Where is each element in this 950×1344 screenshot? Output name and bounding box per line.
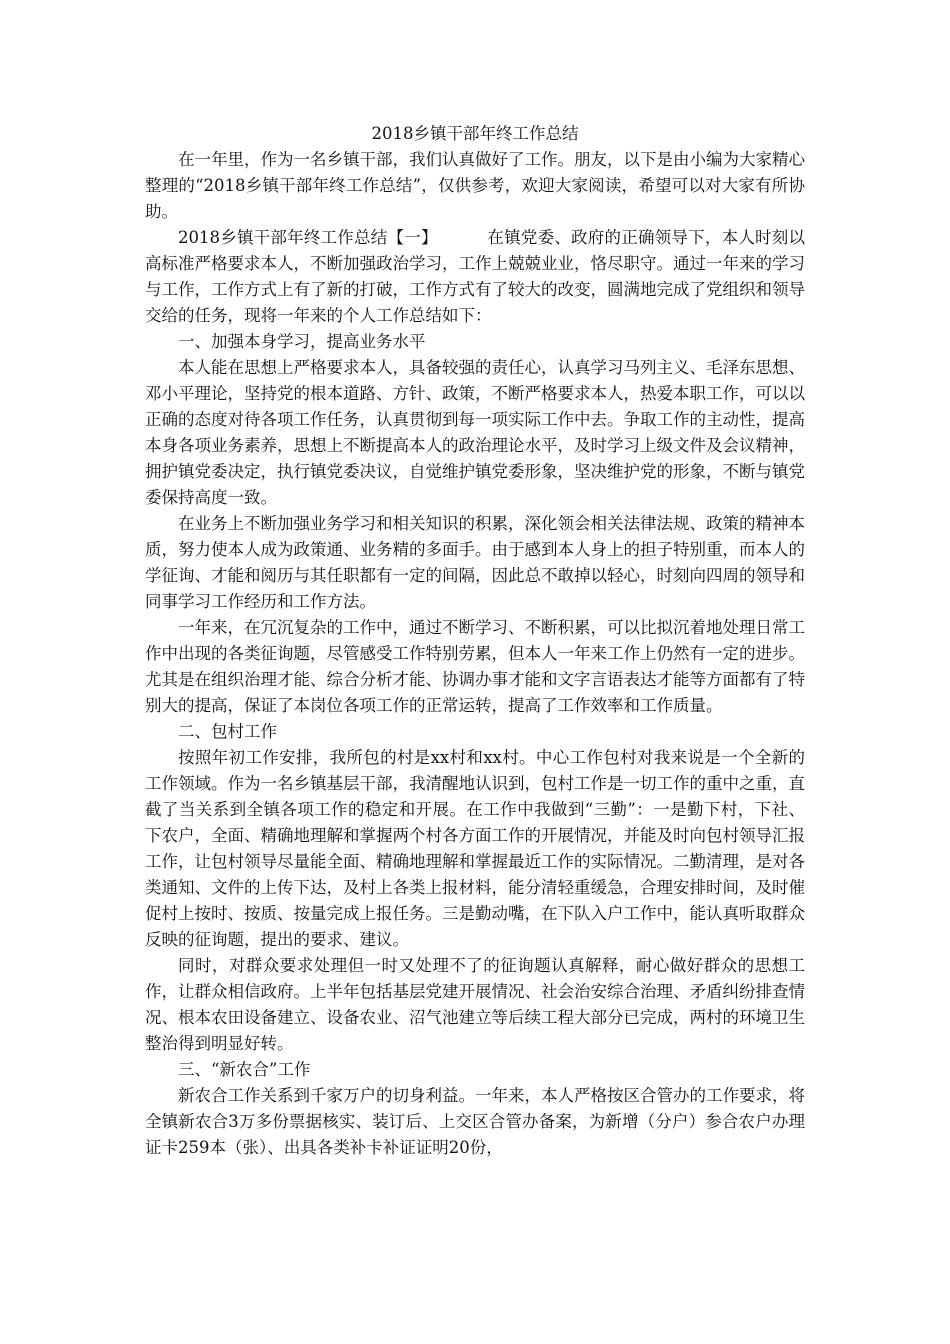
document-page <box>145 121 805 1161</box>
heading-rural-coop: 三、“新农合”工作 <box>178 1060 311 1079</box>
section-one-paragraph <box>145 225 805 329</box>
paragraph-village-1: 按照年初工作安排，我所包的村是xx村和xx村。中心工作包村对我来说是一个全新的工作领域。作为一名乡镇基层干部，我清醒地认识到，包村工作是一切工作的重中之重，直截了当关系到全镇各项工作的稳定和开展。在工作中我做到“三勤”：一是勤下村，下社、下农户，全面、精确地理解和掌握两个村各方面工作的开展情况，并能及时向包村领导汇报工作，让包村领导尽量能全面、精确地理解和掌握最近工作的实际情况。二勤清理，是对各类通知、文件的上传下达，及村上各类上报材料，能分清轻重缓急，合理安排时间，及时催促村上按时、按质、按量完成上报任务。三是勤动嘴，在下队入户工作中，能认真听取群众反映的征询题，提出的要求、建议。 <box>145 748 805 949</box>
heading-study: 一、加强本身学习，提高业务水平 <box>178 332 426 351</box>
paragraph-village-2: 同时，对群众要求处理但一时又处理不了的征询题认真解释，耐心做好群众的思想工作，让群众相信政府。上半年包括基层党建开展情况、社会治安综合治理、矛盾纠纷排查情况、根本农田设备建立、设备农业、沼气池建立等后续工程大部分已完成，两村的环境卫生整治得到明显好转。 <box>145 956 805 1053</box>
document-title: 2018乡镇干部年终工作总结 <box>371 124 579 143</box>
paragraph-study-1: 本人能在思想上严格要求本人，具备较强的责任心，认真学习马列主义、毛泽东思想、邓小平理论，坚持党的根本道路、方针、政策，不断严格要求本人，热爱本职工作，可以以正确的态度对待各项工作任务，认真贯彻到每一项实际工作中去。争取工作的主动性，提高本身各项业务素养，思想上不断提高本人的政治理论水平，及时学习上级文件及会议精神，拥护镇党委决定，执行镇党委决议，自觉维护镇党委形象，坚决维护党的形象，不断与镇党委保持高度一致。 <box>145 358 805 507</box>
section-one-label: 2018乡镇干部年终工作总结【一】 <box>178 228 438 247</box>
paragraph-study-3: 一年来，在冗沉复杂的工作中，通过不断学习、不断积累，可以比拟沉着地处理日常工作中出现的各类征询题，尽管感受工作特别劳累，但本人一年来工作上仍然有一定的进步。尤其是在组织治理才能、综合分析才能、协调办事才能和文字言语表达才能等方面都有了特别大的提高，保证了本岗位各项工作的正常运转，提高了工作效率和工作质量。 <box>145 618 805 715</box>
paragraph-study-2: 在业务上不断加强业务学习和相关知识的积累，深化领会相关法律法规、政策的精神本质，努力使本人成为政策通、业务精的多面手。由于感到本人身上的担子特别重，而本人的学征询、才能和阅历与其任职都有一定的间隔，因此总不敢掉以轻心，时刻向四周的领导和同事学习工作经历和工作方法。 <box>145 514 805 611</box>
paragraph-rural-coop: 新农合工作关系到千家万户的切身利益。一年来，本人严格按区合管办的工作要求，将全镇新农合3万多份票据核实、装订后、上交区合管办备案，为新增（分户）参合农户办理证卡259本（张）、出具各类补卡补证证明20份， <box>145 1086 805 1157</box>
section-one-text: 在镇党委、政府的正确领导下，本人时刻以高标准严格要求本人，不断加强政治学习，工作上兢兢业业，恪尽职守。通过一年来的学习与工作，工作方式上有了新的打破，工作方式有了较大的改变，圆满地完成了党组织和领导交给的任务，现将一年来的个人工作总结如下： <box>145 228 806 325</box>
heading-village: 二、包村工作 <box>178 722 277 741</box>
intro-paragraph: 在一年里，作为一名乡镇干部，我们认真做好了工作。朋友，以下是由小编为大家精心整理的“2018乡镇干部年终工作总结”，仅供参考，欢迎大家阅读，希望可以对大家有所协助。 <box>145 150 805 221</box>
